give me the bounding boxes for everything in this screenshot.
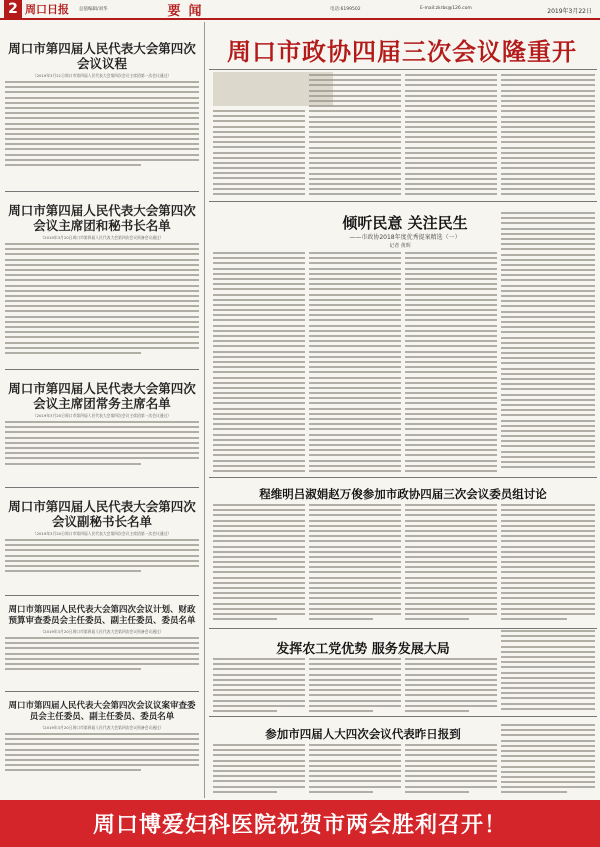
article-column bbox=[309, 744, 401, 796]
left-article-subtitle: （2019年3月20日周口市第四届人民代表大会第四次会议预备会议通过） bbox=[40, 725, 164, 730]
left-article-subtitle: （2019年3月20日周口市第四届人民代表大会第四次会议预备会议通过） bbox=[40, 235, 164, 240]
paper-name: 周口日报 bbox=[25, 3, 69, 16]
feature-byline: 记者 黄晖 bbox=[389, 243, 411, 249]
section-title: 要闻 bbox=[167, 3, 210, 19]
article-column bbox=[309, 74, 401, 198]
left-article-title: 周口市第四届人民代表大会第四次会议议案审查委员会主任委员、副主任委员、委员名单 bbox=[8, 701, 196, 722]
left-article-subtitle: （2019年3月20日周口市第四届人民代表大会第四次会议预备会议通过） bbox=[40, 629, 164, 634]
left-article-title: 周口市第四届人民代表大会第四次会议主席团常务主席名单 bbox=[8, 381, 196, 411]
article-column bbox=[213, 658, 305, 713]
article-column bbox=[501, 504, 595, 624]
article-column bbox=[213, 110, 305, 198]
article-column bbox=[405, 658, 497, 713]
left-article-title: 周口市第四届人民代表大会第四次会议计划、财政预算审查委员会主任委员、副主任委员、委员名单 bbox=[8, 605, 196, 626]
article-column bbox=[501, 74, 595, 198]
left-article-title: 周口市第四届人民代表大会第四次会议议程 bbox=[8, 41, 196, 71]
left-article bbox=[5, 488, 199, 596]
article-column bbox=[501, 212, 595, 474]
feature-title: 倾听民意 关注民生 bbox=[342, 214, 468, 232]
article-column bbox=[213, 252, 305, 474]
page-header bbox=[0, 0, 600, 20]
left-article-subtitle: （2019年3月21日周口市第四届人民代表大会第四次会议主席团第一次会议通过） bbox=[32, 73, 172, 78]
left-article-title: 周口市第四届人民代表大会第四次会议主席团和秘书长名单 bbox=[8, 203, 196, 233]
article-column bbox=[405, 744, 497, 796]
ad-banner-text: 周口博爱妇科医院祝贺市两会胜利召开！ bbox=[92, 812, 507, 838]
left-column bbox=[0, 22, 205, 798]
main-headline-block bbox=[209, 22, 597, 70]
left-article-subtitle: （2019年3月20日周口市第四届人民代表大会第四次会议主席团第一次会议通过） bbox=[32, 531, 172, 536]
left-article-subtitle: （2019年3月20日周口市第四届人民代表大会第四次会议主席团第一次会议通过） bbox=[32, 413, 172, 418]
article-title: 参加市四届人大四次会议代表昨日报到 bbox=[265, 727, 461, 741]
article-column bbox=[501, 724, 595, 796]
article-column bbox=[405, 252, 497, 474]
article-column bbox=[213, 744, 305, 796]
article-column bbox=[309, 504, 401, 624]
editor-line: 总值编辑/刘华 bbox=[79, 7, 108, 12]
left-article-title: 周口市第四届人民代表大会第四次会议副秘书长名单 bbox=[8, 499, 196, 529]
left-article bbox=[5, 192, 199, 370]
feature-subtitle: ——市政协2018年度优秀提案精选（一） bbox=[349, 234, 461, 241]
article-column bbox=[405, 74, 497, 198]
issue-date: 2019年3月22日 bbox=[547, 8, 592, 15]
article-title: 发挥农工党优势 服务发展大局 bbox=[276, 642, 450, 657]
article-column bbox=[501, 630, 595, 713]
article-title: 程维明吕淑娟赵万俊参加市政协四届三次会议委员组讨论 bbox=[259, 487, 547, 501]
left-article bbox=[5, 596, 199, 692]
ad-banner bbox=[0, 800, 600, 847]
page-number: 2 bbox=[4, 0, 22, 18]
left-article bbox=[5, 370, 199, 488]
article-column bbox=[309, 658, 401, 713]
article-column bbox=[405, 504, 497, 624]
left-article bbox=[5, 22, 199, 192]
left-article bbox=[5, 692, 199, 792]
article-column bbox=[309, 252, 401, 474]
main-headline: 周口市政协四届三次会议隆重开 bbox=[227, 37, 577, 66]
phone: 电话:6199502 bbox=[330, 7, 361, 12]
email: E-mail:zkrbs@126.com bbox=[420, 6, 472, 11]
article-column bbox=[213, 504, 305, 624]
